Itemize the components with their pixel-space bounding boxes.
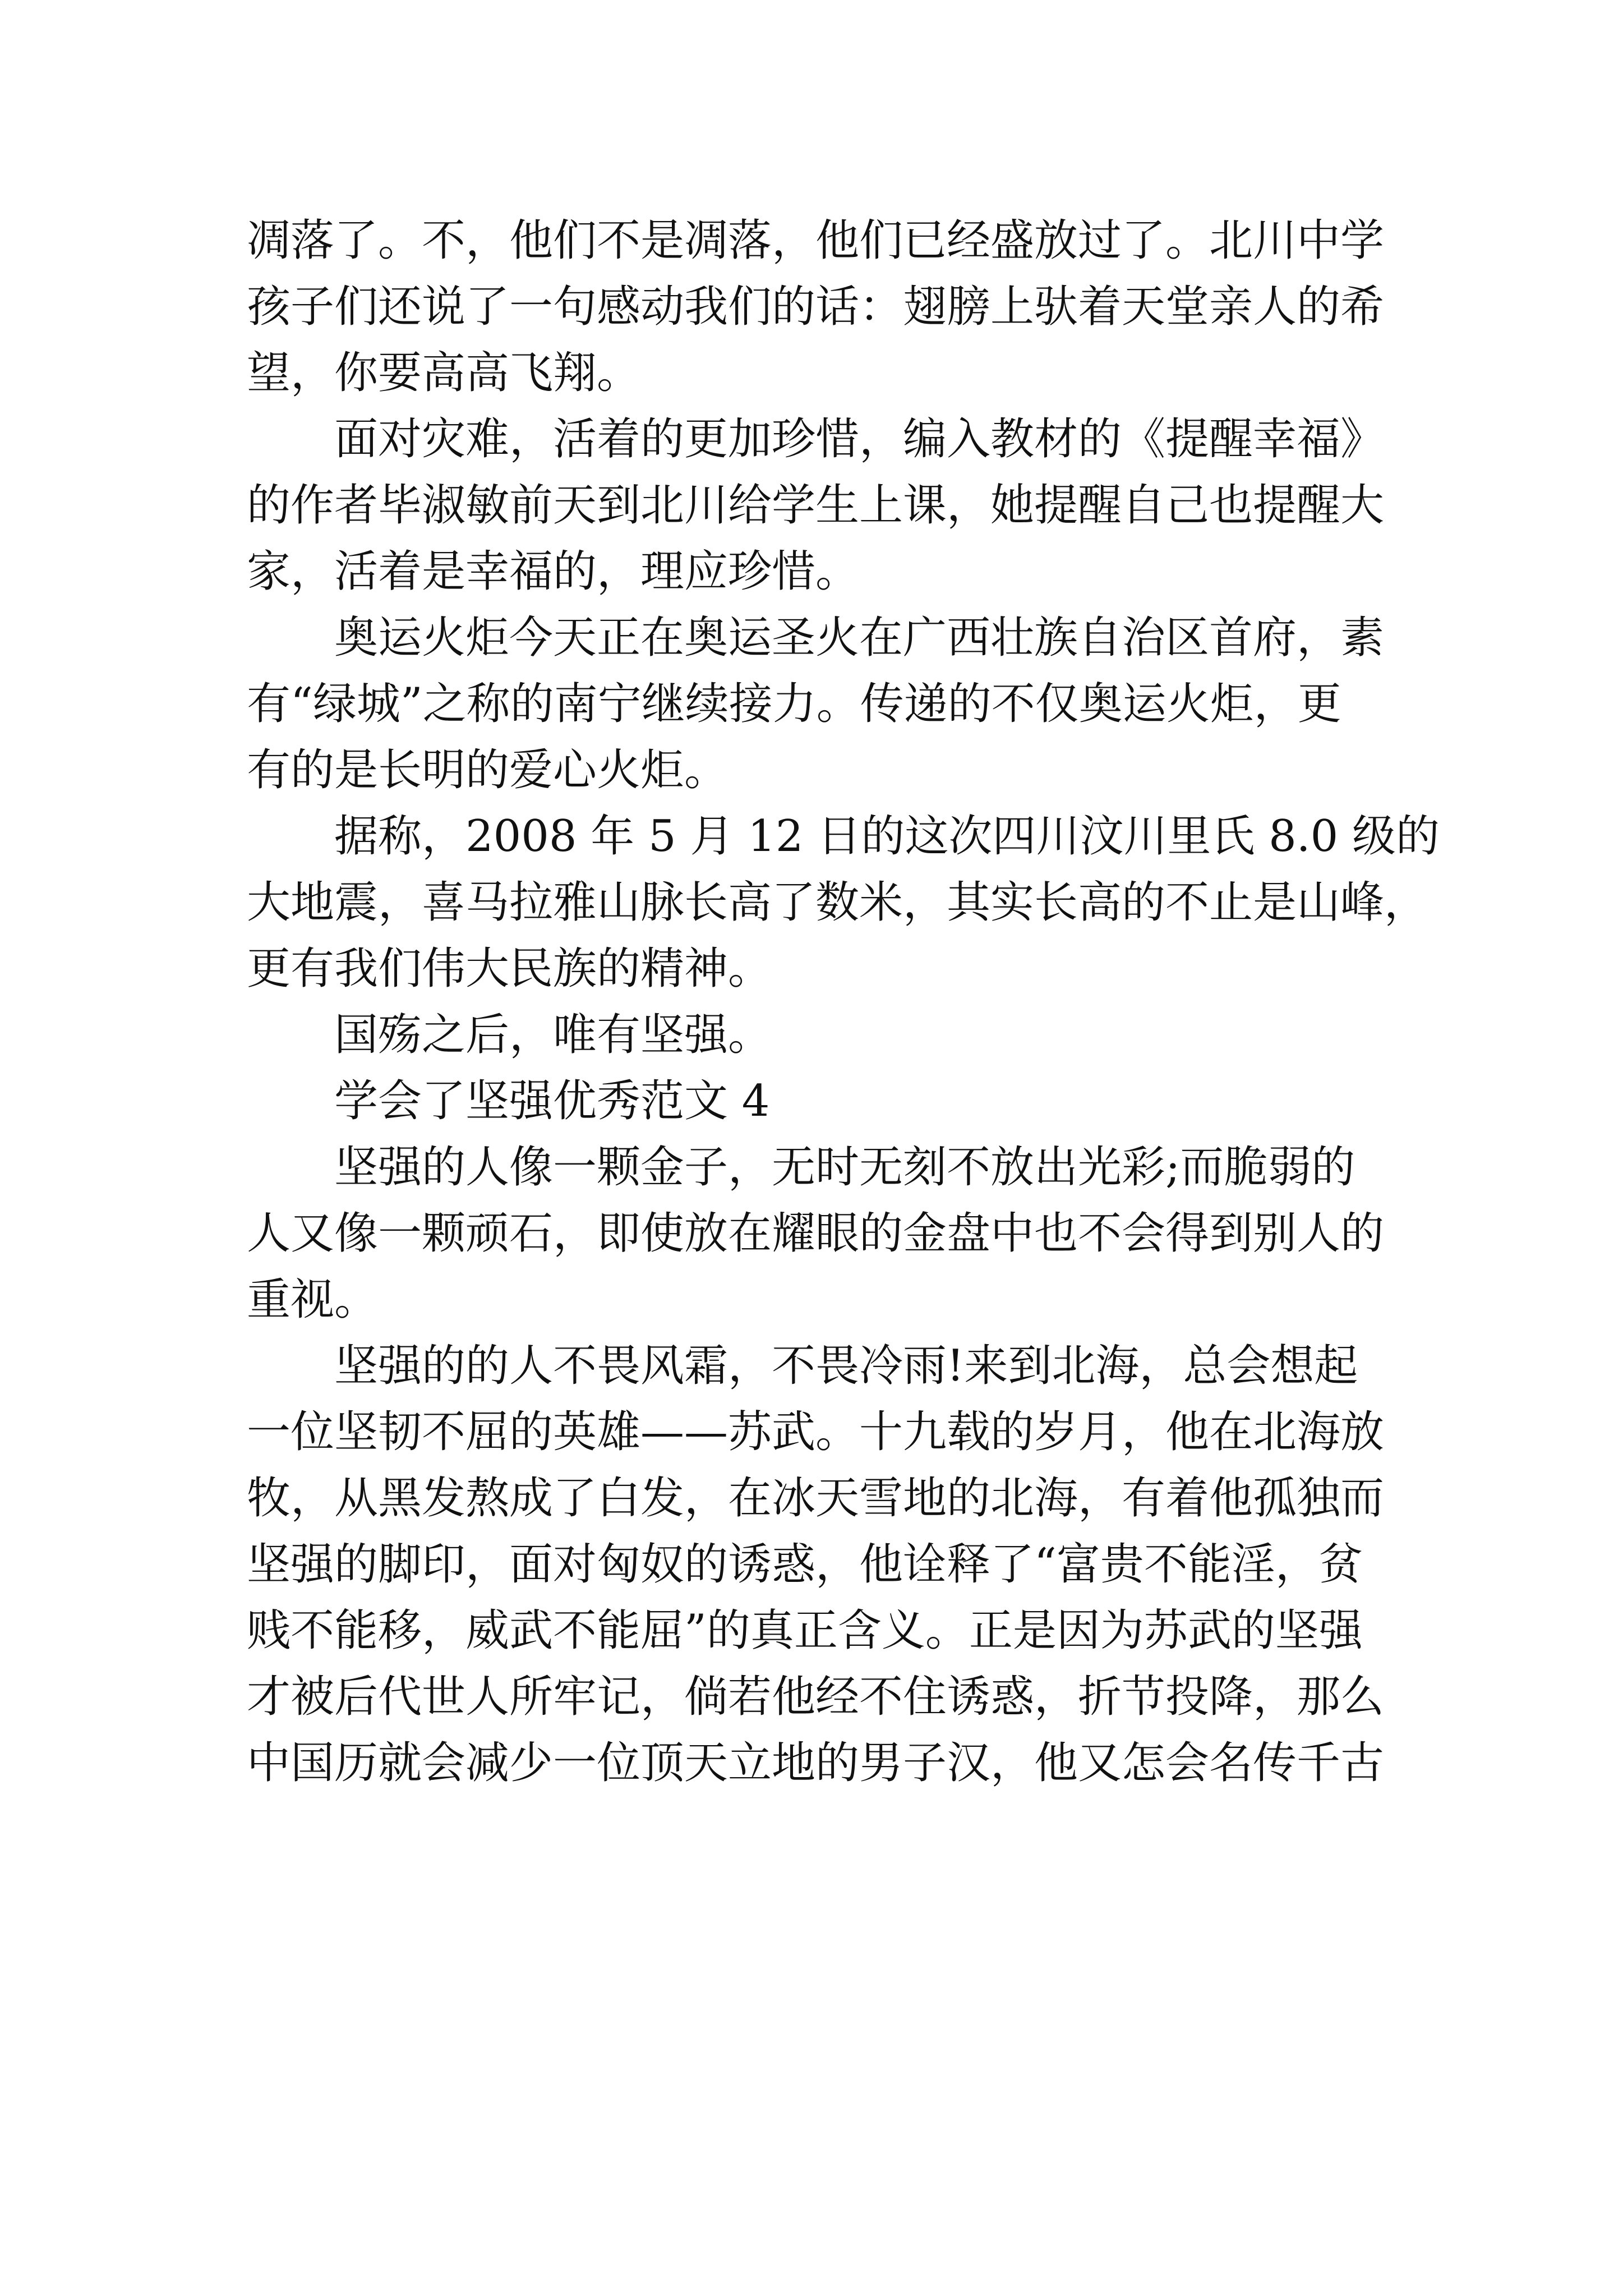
paragraph-first-line: 坚强的人像一颗金子，无时无刻不放出光彩;而脆弱的 [334,1142,1355,1193]
text-line: 凋落了。不，他们不是凋落，他们已经盛放过了。北川中学 [247,215,1385,266]
text-line: 重视。 [247,1274,379,1325]
text-line: 坚强的脚印，面对匈奴的诱惑，他诠释了“富贵不能淫，贫 [247,1539,1363,1590]
text-line: 孩子们还说了一句感动我们的话：翅膀上驮着天堂亲人的希 [247,282,1385,332]
text-line: 贱不能移，威武不能屈”的真正含义。正是因为苏武的坚强 [247,1605,1363,1656]
text-line: 一位坚韧不屈的英雄——苏武。十九载的岁月，他在北海放 [247,1407,1385,1457]
text-line: 大地震，喜马拉雅山脉长高了数米，其实长高的不止是山峰， [247,877,1428,928]
paragraph-first-line: 据称，2008 年 5 月 12 日的这次四川汶川里氏 8.0 级的 [334,811,1440,862]
text-line: 人又像一颗顽石，即使放在耀眼的金盘中也不会得到别人的 [247,1208,1385,1259]
text-line: 的作者毕淑敏前天到北川给学生上课，她提醒自己也提醒大 [247,480,1385,531]
text-line: 有的是长明的爱心火炬。 [247,745,728,795]
paragraph-first-line: 国殇之后，唯有坚强。 [334,1010,772,1060]
text-line: 中国历就会减少一位顶天立地的男子汉，他又怎会名传千古 [247,1738,1385,1788]
text-line: 才被后代世人所牢记，倘若他经不住诱惑，折节投降，那么 [247,1672,1385,1722]
text-line: 更有我们伟大民族的精神。 [247,944,772,994]
text-line: 有“绿城”之称的南宁继续接力。传递的不仅奥运火炬，更 [247,679,1341,729]
text-line: 家，活着是幸福的，理应珍惜。 [247,546,860,597]
paragraph-first-line: 坚强的的人不畏风霜，不畏冷雨!来到北海，总会想起 [334,1341,1358,1391]
section-heading: 学会了坚强优秀范文 4 [334,1076,770,1126]
document-body [247,208,1440,1796]
paragraph-first-line: 面对灾难，活着的更加珍惜，编入教材的《提醒幸福》 [334,414,1385,464]
text-line: 牧，从黑发熬成了白发，在冰天雪地的北海，有着他孤独而 [247,1473,1385,1524]
text-line: 望，你要高高飞翔。 [247,348,641,398]
paragraph-first-line: 奥运火炬今天正在奥运圣火在广西壮族自治区首府，素 [334,613,1385,663]
